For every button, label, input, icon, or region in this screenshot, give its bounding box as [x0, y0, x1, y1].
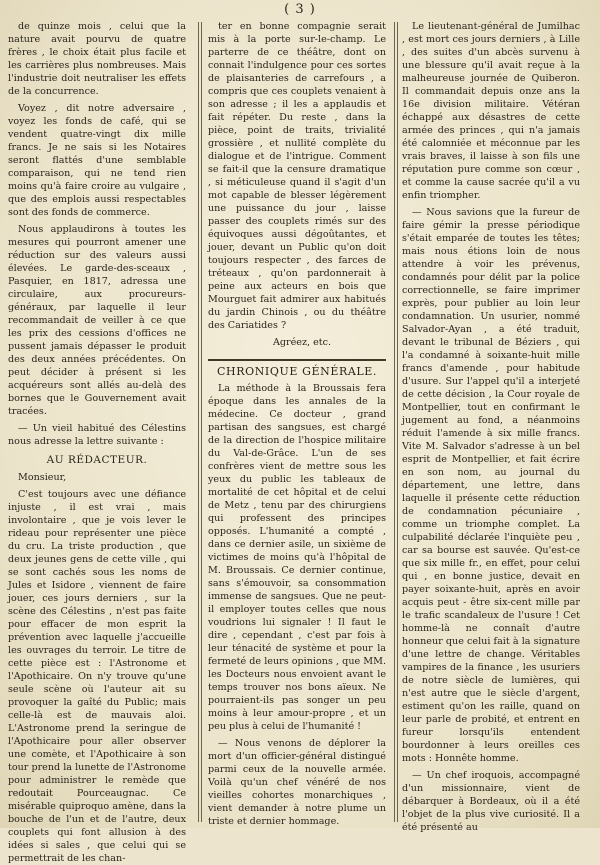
paragraph: — Un vieil habitué des Célestins nous adresse la lettre suivante : [8, 423, 186, 447]
page-number: ( 3 ) [284, 2, 316, 17]
paragraph: — Nous savions que la fureur de faire gémir la presse périodique s'était emparée de toutes les têtes; mais nous étions loin de nous attendre à voir les prévenus, condamnés pour délit par la police correctionnelle, se faire imprimer exprès, pour publier au loin leur condamnation. Un usurier, nommé Salvador-Ayan , a été traduit, devant le tribunal de Béziers , qui l'a condamné à soixante-huit mille francs d'amende , pour habitude d'usure. Sur l'appel qu'il a interjeté de cette décision , la Cour royale de Montpellier, tout en confirmant le jugement au fond, a néanmoins réduit l'amende à six mille francs. Vite M. Salvador s'adresse à un bel esprit de Montpellier, et fait écrire en son nom, au journal du département, une lettre, dans laquelle il présente cette réduction de condamnation pécuniaire , comme un triomphe complet. La culpabilité déclarée l'inquiète peu , car sa bourse est sauvée. Qu'est-ce que six mille fr., en effet, pour celui qui , en bonne justice, devait en payer soixante-huit, après en avoir acquis peut - être six-cent mille par le trafic scandaleux de l'usure ! Cet homme-là ne connaît d'autre honneur que celui fait à la signature d'une lettre de change. Véritables vampires de la finance , les usuriers de notre siècle de lumières, qui n'est autre que le siècle d'argent, estiment qu'on les raille, quand on leur parle de probité, et entrent en fureur lorsqu'ils entendent bourdonner à leurs oreilles ces mots : Honnête homme. [402, 207, 580, 764]
letter-salutation: Monsieur, [18, 472, 67, 483]
paragraph: ter en bonne compagnie serait mis à la porte sur-le-champ. Le parterre de ce théâtre, dont on connait l'indulgence pour ces sortes de plaisanteries de carrefours , a compris que ces couplets venaient à son adresse ; il les a applaudis et fait répéter. Du reste , dans la pièce, point de traits, trivialité grossière , et nullité complète du dialogue et de l'intrigue. Comment se fait-il que la censure dramatique , si méticuleuse quand il s'agit d'un mot capable de blesser légèrement une puissance du jour , laisse passer des couplets rimés sur des équivoques aussi dégoûtantes, et jouer, devant un Public qu'on doit toujours respecter , des farces de tréteaux , qu'on pardonnerait à peine aux acteurs en bois que Mourguet fait admirer aux habitués du jardin Chinois , ou du théâtre des Cariatides ? [208, 21, 386, 331]
column-1 [8, 20, 186, 864]
paragraph: Voyez , dit notre adversaire , voyez les fonds de café, qui se vendent quatre-vingt dix mille francs. Je ne sais si les Notaires seront flattés d'une semblable comparaison, qui ne tend rien moins qu'à faire croire au vulgaire , que des emplois aussi respectables sont des fonds de commerce. [8, 103, 186, 218]
paragraph: — Nous venons de déplorer la mort d'un officier-général distingué parmi ceux de la nouvelle armée. Voilà qu'un chef vénéré de nos vieilles cohortes monarchiques , vient demander à notre plume un triste et dernier hommage. [208, 738, 386, 827]
paragraph: C'est toujours avec une défiance injuste , il est vrai , mais involontaire , que je vois lever le rideau pour représenter une pièce du cru. La triste production , que deux jeunes gens de cette ville , qui se sont cachés sous les noms de Jules et Isidore , viennent de faire jouer, ces jours derniers , sur la scène des Célestins , n'est pas faite pour effacer de mon esprit la prévention avec laquelle j'accueille les ouvrages du terroir. Le titre de cette pièce est : l'Astronome et l'Apothicaire. On n'y trouve qu'une seule scène où l'auteur ait su provoquer la gaîté du Public; mais celle-là est de mauvais aloi. L'Astronome prend la seringue de l'Apothicaire pour aller observer une comète, et l'Apothicaire à son tour prend la lunette de l'Astronome pour administrer le remède que redoutait Pourceaugnac. Ce misérable quiproquo amène, dans la bouche de l'un et de l'autre, deux couplets qui font allusion à des idées si sales , que celui qui se permettrait de les chan- [8, 489, 186, 864]
paragraph: Nous applaudirons à toutes les mesures qui pourront amener une réduction sur des valeurs aussi élevées. Le garde-des-sceaux , Pasquier, en 1817, adressa une circulaire, aux procureurs-généraux, par laquelle il leur recommandait de veiller à ce que les prix des cessions d'offices ne pussent jamais dépasser le produit des deux années précédentes. On peut décider à présent si les acquéreurs sont allés au-delà des bornes que le Gouvernement avait tracées. [8, 224, 186, 417]
section-chronique [208, 359, 386, 828]
paragraph: La méthode à la Broussais fera époque dans les annales de la médecine. Ce docteur , grand partisan des sangsues, est chargé de la direction de l'hospice militaire du Val-de-Grâce. L'un de ses confrères vient de mettre sous les yeux du public les tableaux de mortalité de cet hôpital et de celui de Metz , tenu par des chirurgiens qui professent des principes opposés. L'humanité a compté , dans ce dernier asile, un sixième de victimes de moins qu'à l'hôpital de M. Broussais. Ce dernier continue, sans s'émouvoir, sa consommation immense de sangsues. Que ne peut-il employer toutes celles que nous voudrions lui signaler ! Il faut le dire , cependant , c'est par fois à leur ténacité de système et pour la fermeté de leurs opinions , que MM. les Docteurs nous envoient avant le temps trouver nos bons aïeux. Ne pourraient-ils pas songer un peu moins à leur amour-propre , et un peu plus à celui de l'humanité ! [208, 383, 386, 732]
letter-signoff: Agréez, etc. [272, 337, 332, 348]
paragraph: Le lieutenant-général de Jumilhac , est mort ces jours derniers , à Lille , des suites d'un abcès survenu à une blessure qu'il avait reçue à la malheureuse journée de Quiberon. Il commandait depuis onze ans la 16e division militaire. Vétéran échappé aux désastres de cette armée des princes , qui n'a jamais été calomniée et méconnue par les vrais braves, il laisse à son fils une réputation pure comme son cœur , et comme la cause sacrée qu'il a vu enfin triompher. [402, 21, 580, 201]
column-rule [201, 22, 202, 822]
paragraph: de quinze mois , celui que la nature avait pourvu de quatre frères , le choix était plus facile et les carrières plus nombreuses. Mais l'industrie doit neutraliser les effets de la concurrence. [8, 21, 186, 97]
column-3 [402, 20, 580, 833]
paragraph: — Un chef iroquois, accompagné d'un missionnaire, vient de débarquer à Bordeaux, où il a été l'objet de la plus vive curiosité. Il a été présenté au [402, 770, 580, 833]
column-rule [394, 22, 395, 822]
letter-heading: AU RÉDACTEUR. [46, 454, 148, 466]
column-rule [397, 22, 398, 822]
section-title: CHRONIQUE GÉNÉRALE. [216, 365, 378, 378]
column-rule [198, 22, 199, 822]
column-2 [208, 20, 386, 827]
